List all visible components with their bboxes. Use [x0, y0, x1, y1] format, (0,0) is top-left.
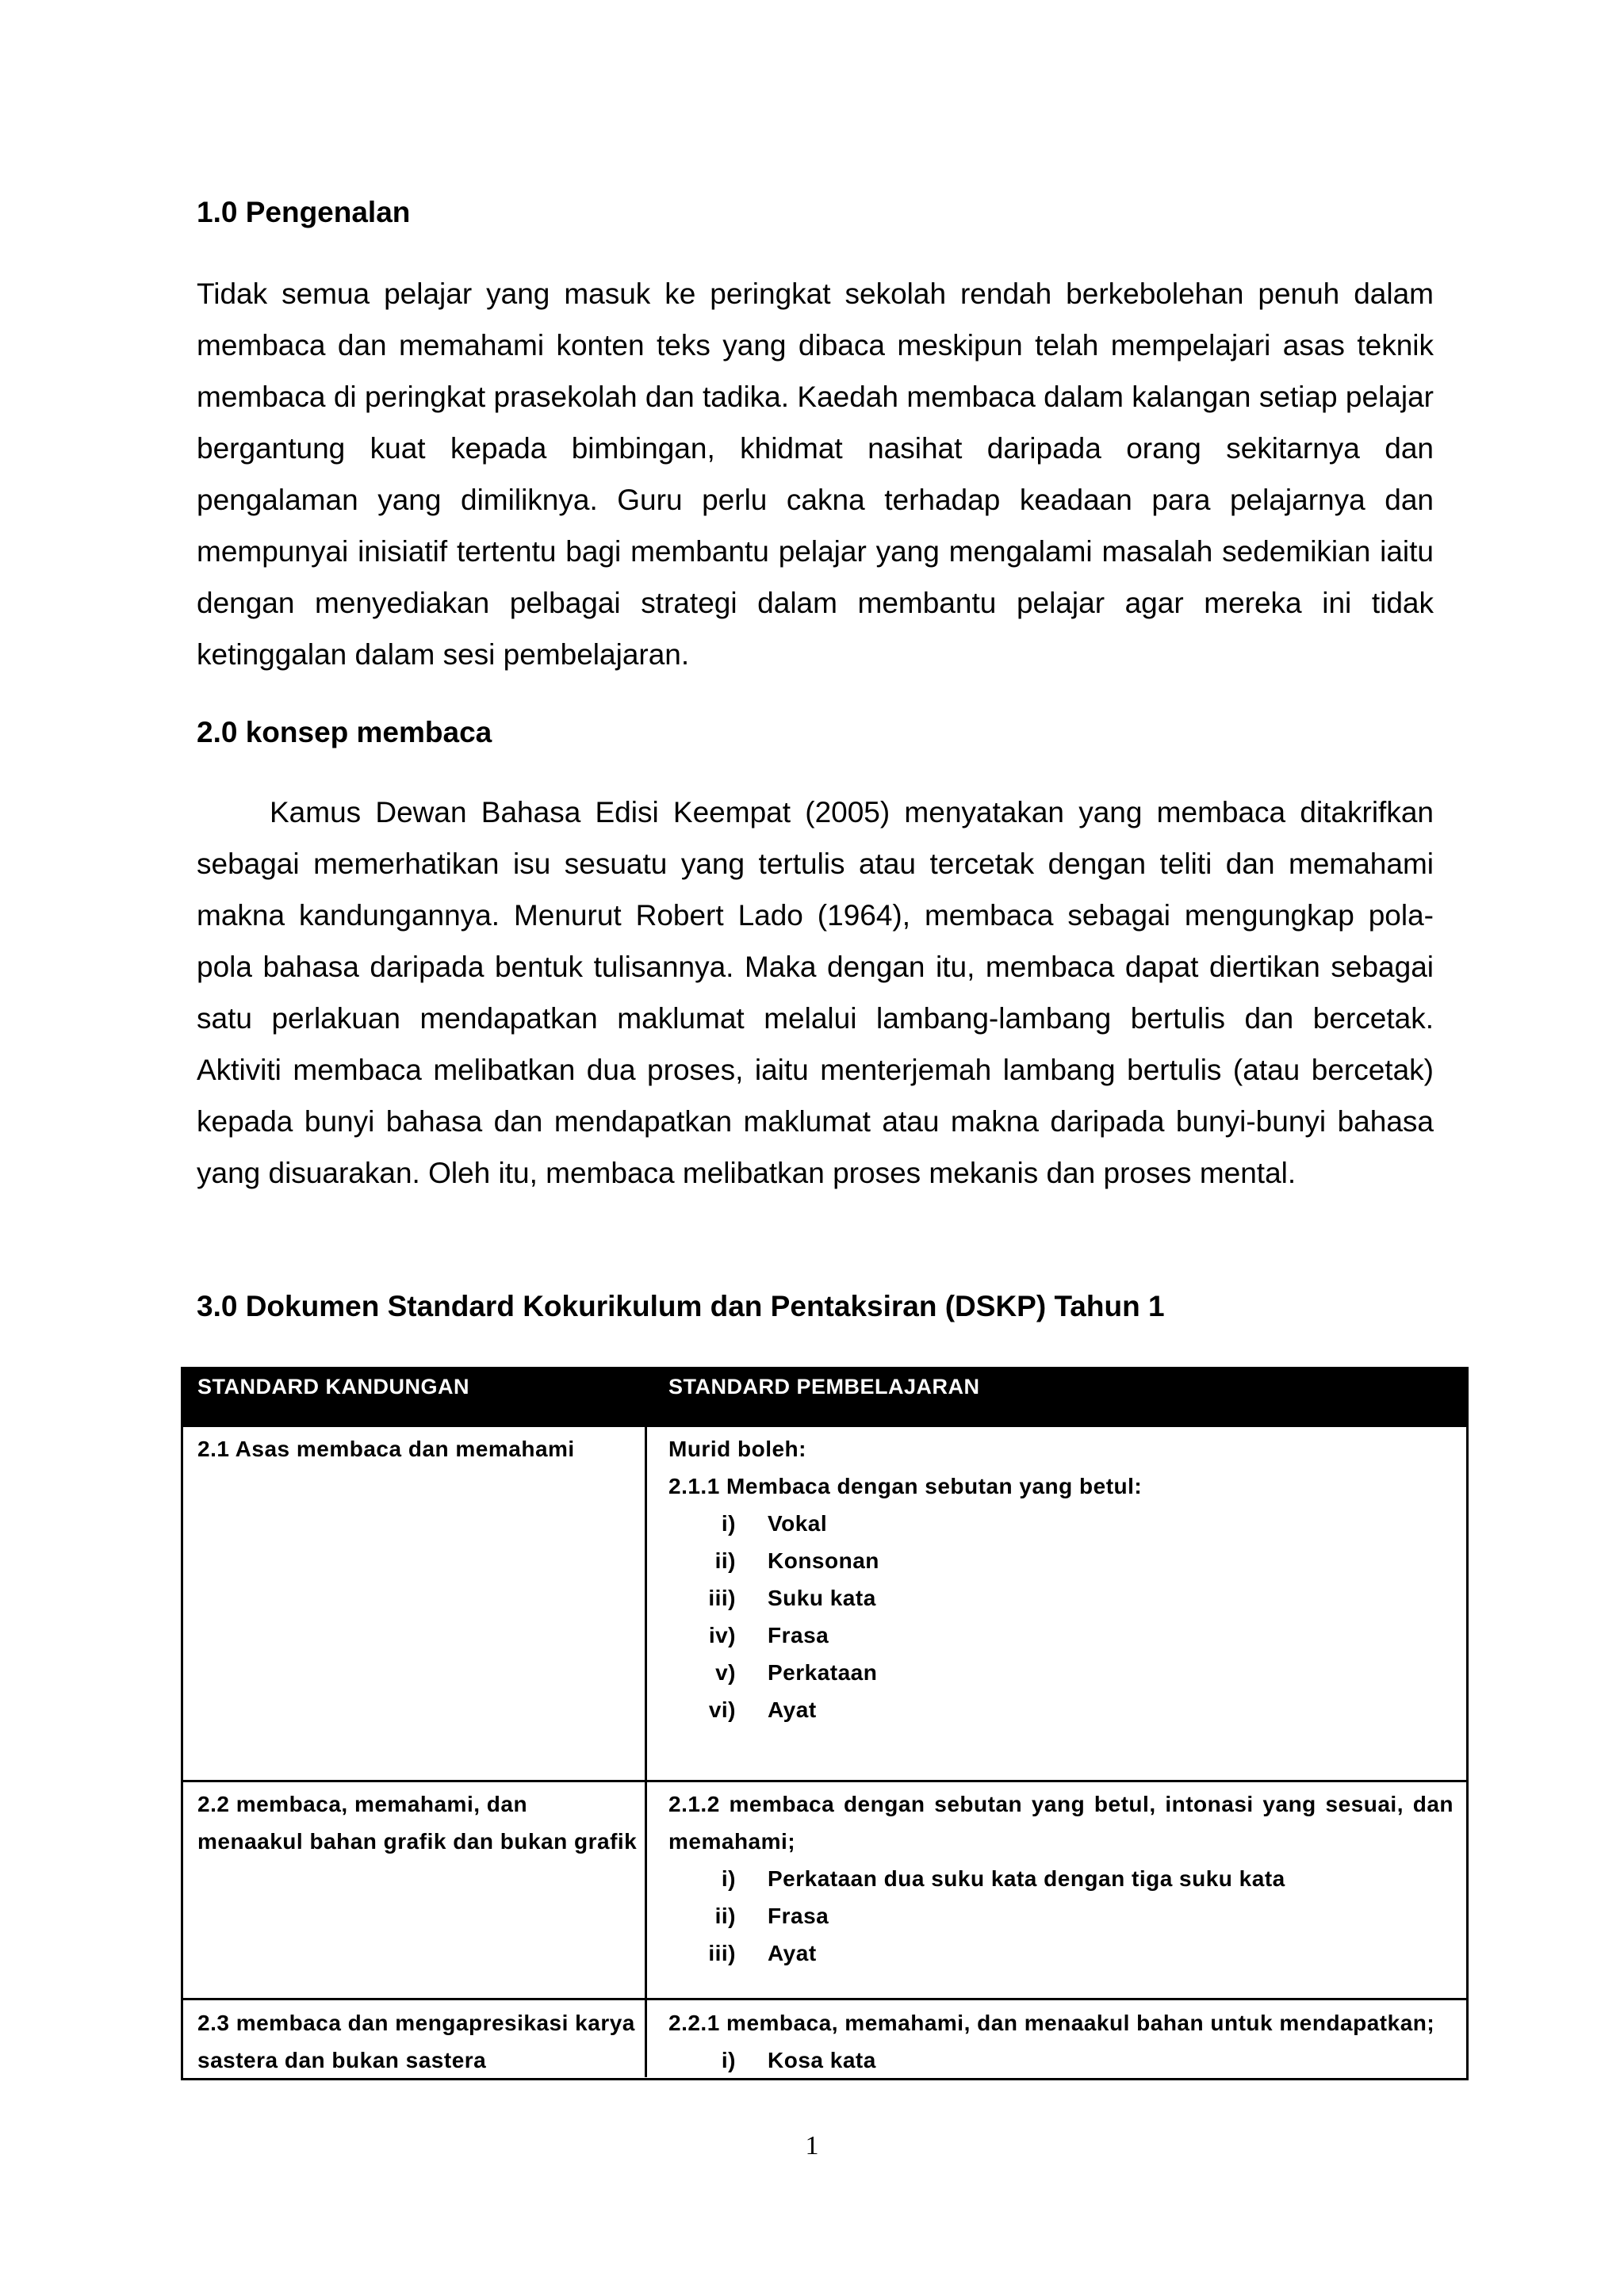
row2-item-list	[668, 1860, 1454, 1972]
row1-standard-kandungan: 2.1 Asas membaca dan memahami	[197, 1437, 575, 1461]
list-item-text: Suku kata	[768, 1586, 876, 1610]
row2-subtitle: 2.1.2 membaca dengan sebutan yang betul, intonasi yang sesuai, dan memahami;	[668, 1792, 1454, 1854]
row-divider	[183, 1998, 1466, 2000]
header-standard-pembelajaran: STANDARD PEMBELAJARAN	[668, 1375, 980, 1399]
list-item-number: iii)	[708, 1586, 736, 1610]
row3-standard-pembelajaran	[668, 2004, 1454, 2079]
list-item-number: vi)	[708, 1697, 736, 1722]
list-item-number: i)	[721, 1866, 736, 1891]
list-item-number: iv)	[708, 1623, 736, 1647]
row1-subtitle: 2.1.1 Membaca dengan sebutan yang betul:	[668, 1474, 1143, 1498]
list-item	[668, 1617, 1454, 1654]
list-item-number: i)	[721, 1511, 736, 1536]
page-number: 1	[805, 2131, 819, 2160]
row1-standard-pembelajaran	[668, 1430, 1454, 1728]
list-item-text: Frasa	[768, 1623, 829, 1647]
section-1-body: Tidak semua pelajar yang masuk ke peringkat sekolah rendah berkebolehan penuh dalam membaca dan memahami konten teks yang dibaca meskipun telah mempelajari asas teknik membaca di peringkat prasekolah dan tadika. Kaedah membaca dalam kalangan setiap pelajar bergantung kuat kepada bimbingan, khidmat nasihat daripada orang sekitarnya dan pengalaman yang dimiliknya. Guru perlu cakna terhadap keadaan para pelajarnya dan mempunyai inisiatif tertentu bagi membantu pelajar yang mengalami masalah sedemikian iaitu dengan menyediakan pelbagai strategi dalam membantu pelajar agar mereka ini tidak ketinggalan dalam sesi pembelajaran.	[197, 277, 1434, 671]
list-item	[668, 2042, 1454, 2079]
row3-subtitle: 2.2.1 membaca, memahami, dan menaakul bahan untuk mendapatkan;	[668, 2011, 1435, 2035]
column-divider	[645, 1427, 647, 2077]
list-item-number: v)	[715, 1660, 736, 1685]
list-item-text: Konsonan	[768, 1548, 879, 1573]
list-item-text: Ayat	[768, 1941, 817, 1965]
section-2-heading: 2.0 konsep membaca	[197, 716, 492, 748]
row-divider	[183, 1780, 1466, 1782]
section-3-heading: 3.0 Dokumen Standard Kokurikulum dan Pentaksiran (DSKP) Tahun 1	[197, 1290, 1165, 1322]
row1-intro: Murid boleh:	[668, 1437, 806, 1461]
list-item	[668, 1897, 1454, 1934]
list-item-text: Kosa kata	[768, 2048, 876, 2072]
row3-standard-kandungan: 2.3 membaca dan mengapresikasi karya sastera dan bukan sastera	[197, 2011, 635, 2072]
row1-item-list	[668, 1505, 1454, 1728]
list-item	[668, 1542, 1454, 1579]
list-item-number: ii)	[714, 1904, 736, 1928]
table-header-row	[181, 1367, 1469, 1427]
list-item-text: Vokal	[768, 1511, 828, 1536]
list-item	[668, 1934, 1454, 1972]
dskp-table	[181, 1367, 1469, 2080]
list-item-number: ii)	[714, 1548, 736, 1573]
list-item-number: iii)	[708, 1941, 736, 1965]
list-item-number: i)	[721, 2048, 736, 2072]
row2-standard-kandungan: 2.2 membaca, memahami, dan menaakul bahan grafik dan bukan grafik	[197, 1792, 638, 1854]
list-item	[668, 1579, 1454, 1617]
list-item-text: Frasa	[768, 1904, 829, 1928]
list-item-text: Perkataan dua suku kata dengan tiga suku kata	[768, 1866, 1285, 1891]
list-item-text: Ayat	[768, 1697, 817, 1722]
row3-item-list	[668, 2042, 1454, 2079]
list-item	[668, 1860, 1454, 1897]
list-item	[668, 1505, 1454, 1542]
header-standard-kandungan: STANDARD KANDUNGAN	[197, 1375, 469, 1399]
section-2-body: Kamus Dewan Bahasa Edisi Keempat (2005) menyatakan yang membaca ditakrifkan sebagai memerhatikan isu sesuatu yang tertulis atau tercetak dengan teliti dan memahami makna kandungannya. Menurut Robert Lado (1964), membaca sebagai mengungkap pola-pola bahasa daripada bentuk tulisannya. Maka dengan itu, membaca dapat diertikan sebagai satu perlakuan mendapatkan maklumat melalui lambang-lambang bertulis dan bercetak. Aktiviti membaca melibatkan dua proses, iaitu menterjemah lambang bertulis (atau bercetak) kepada bunyi bahasa dan mendapatkan maklumat atau makna daripada bunyi-bunyi bahasa yang disuarakan. Oleh itu, membaca melibatkan proses mekanis dan proses mental.	[197, 796, 1434, 1189]
section-1-heading: 1.0 Pengenalan	[197, 196, 411, 228]
list-item	[668, 1691, 1454, 1728]
list-item-text: Perkataan	[768, 1660, 878, 1685]
row2-standard-pembelajaran	[668, 1785, 1454, 1972]
list-item	[668, 1654, 1454, 1691]
